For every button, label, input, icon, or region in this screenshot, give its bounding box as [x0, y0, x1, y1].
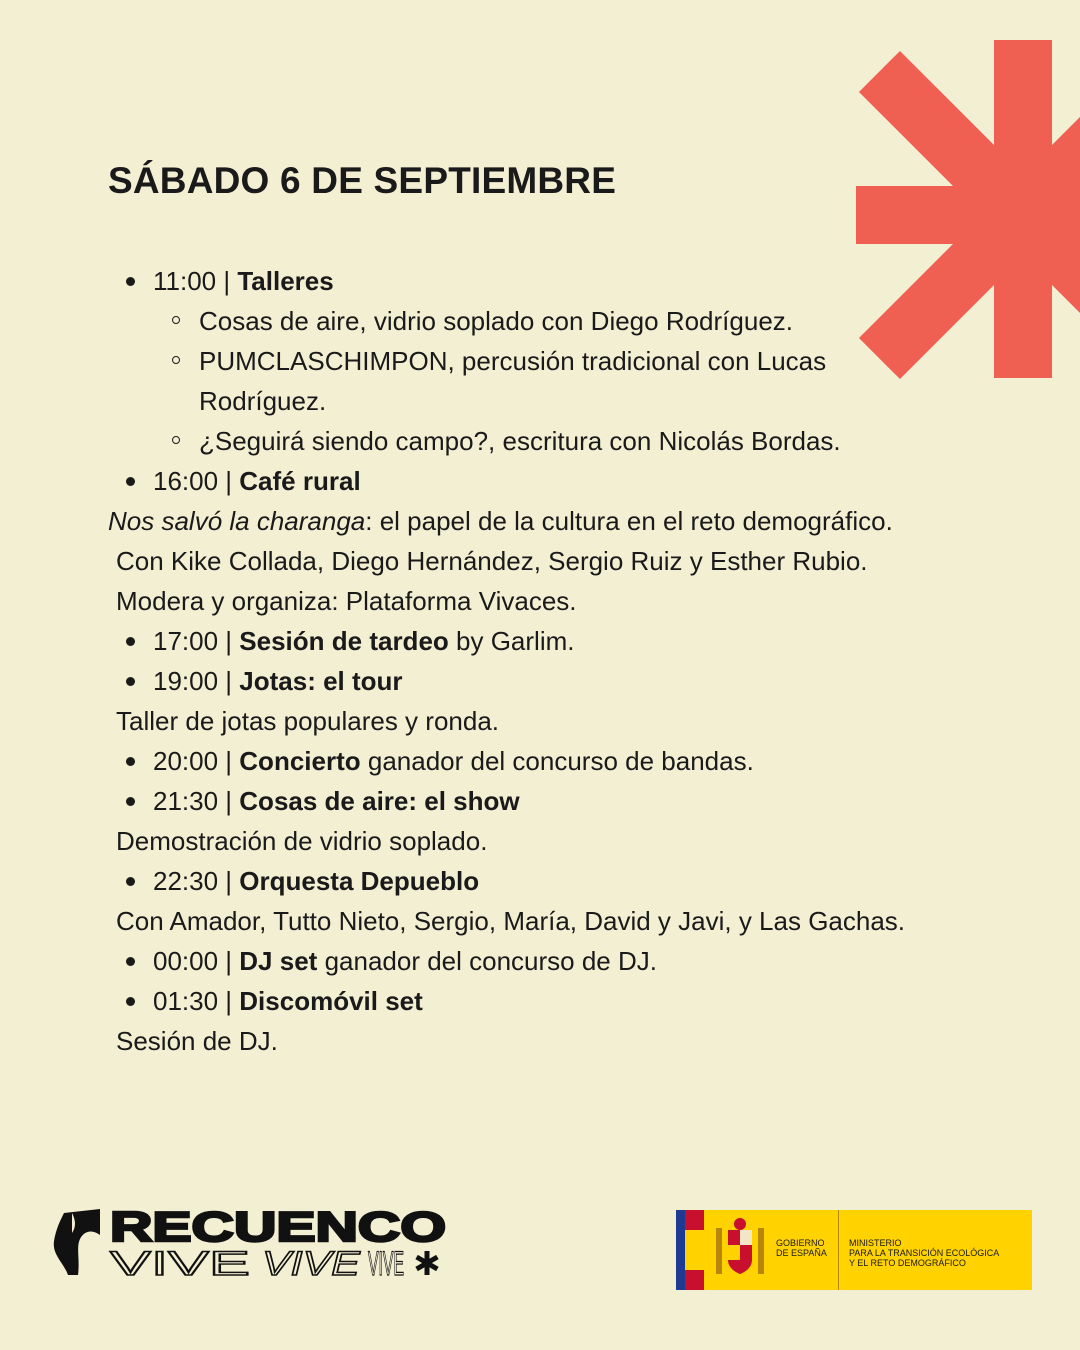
- schedule-item-concierto: [153, 745, 754, 777]
- item-name: Jotas: el tour: [239, 666, 403, 696]
- sub-item: Cosas de aire, vidrio soplado con Diego Rodríguez.: [199, 306, 794, 336]
- sub-item: PUMCLASCHIMPON, percusión tradicional con Lucas: [199, 346, 827, 376]
- description-italic: Nos salvó la charanga: [108, 506, 366, 536]
- bullet-dot: [126, 997, 135, 1006]
- sub-bullet-circle: [172, 436, 180, 444]
- item-rest: ganador del concurso de bandas.: [367, 746, 754, 776]
- page-title: SÁBADO 6 DE SEPTIEMBRE: [108, 160, 617, 201]
- logo-vive-text-3: VIVE: [368, 1245, 404, 1283]
- item-description: Demostración de vidrio soplado.: [116, 826, 488, 856]
- logo-recuenco-text: RECUENCO: [110, 1205, 446, 1250]
- item-time: 11:00 |: [153, 266, 231, 296]
- bullet-dot: [126, 637, 135, 646]
- recuenco-vive-logo: [50, 1205, 450, 1283]
- schedule-item-tardeo: [153, 625, 574, 657]
- item-description: [108, 505, 893, 537]
- coat-of-arms-icon: [704, 1210, 776, 1290]
- schedule-item-show: [153, 785, 520, 817]
- item-name: Sesión de tardeo: [239, 626, 449, 656]
- schedule-item-orquesta: [153, 865, 479, 897]
- divider: [838, 1210, 839, 1290]
- schedule-item-dj-set: [153, 945, 657, 977]
- schedule-item-jotas: [153, 665, 403, 697]
- bullet-dot: [126, 957, 135, 966]
- item-name: Cosas de aire: el show: [239, 786, 520, 816]
- sub-item-continued: Rodríguez.: [199, 386, 327, 416]
- gobierno-text: [776, 1210, 838, 1290]
- item-rest: ganador del concurso de DJ.: [324, 946, 657, 976]
- item-name: Orquesta Depueblo: [239, 866, 480, 896]
- sub-bullet-circle: [172, 316, 180, 324]
- item-name: Talleres: [237, 266, 334, 296]
- gov-line-2: DE ESPAÑA: [776, 1248, 827, 1258]
- schedule-item-talleres: [153, 265, 334, 297]
- item-time: 19:00 |: [153, 666, 233, 696]
- item-time: 01:30 |: [153, 986, 233, 1016]
- item-name: Café rural: [239, 466, 361, 496]
- item-time: 21:30 |: [153, 786, 233, 816]
- bullet-dot: [126, 677, 135, 686]
- item-rest: by Garlim.: [456, 626, 575, 656]
- small-asterisk-icon: [415, 1251, 438, 1275]
- asterisk-decoration-icon: [850, 36, 1080, 381]
- item-time: 20:00 |: [153, 746, 233, 776]
- schedule-item-cafe-rural: [153, 465, 361, 497]
- item-description: Sesión de DJ.: [116, 1026, 278, 1056]
- logo-vive-text-2: VIVE: [262, 1245, 361, 1283]
- bullet-dot: [126, 877, 135, 886]
- description-rest: : el papel de la cultura en el reto demográfico.: [365, 506, 893, 536]
- item-description: Taller de jotas populares y ronda.: [116, 706, 500, 736]
- item-time: 22:30 |: [153, 866, 233, 896]
- sub-bullet-circle: [172, 356, 180, 364]
- item-description: Modera y organiza: Plataforma Vivaces.: [116, 586, 577, 616]
- item-description: Con Amador, Tutto Nieto, Sergio, María, David y Javi, y Las Gachas.: [116, 906, 906, 936]
- bull-head-icon: [54, 1209, 100, 1275]
- gobierno-espana-logo: [676, 1210, 1032, 1290]
- ministry-line-3: Y EL RETO DEMOGRÁFICO: [849, 1258, 966, 1268]
- gov-line-1: GOBIERNO: [776, 1238, 825, 1248]
- eu-spain-flag-icon: [676, 1210, 704, 1290]
- bullet-dot: [126, 477, 135, 486]
- ministry-line-2: PARA LA TRANSICIÓN ECOLÓGICA: [849, 1248, 1000, 1258]
- item-time: 00:00 |: [153, 946, 233, 976]
- item-name: Concierto: [239, 746, 361, 776]
- logo-vive-text-1: VIVE: [110, 1245, 250, 1283]
- bullet-dot: [126, 757, 135, 766]
- bullet-dot: [126, 797, 135, 806]
- ministry-line-1: MINISTERIO: [849, 1238, 902, 1248]
- item-time: 17:00 |: [153, 626, 233, 656]
- sub-item: ¿Seguirá siendo campo?, escritura con Nicolás Bordas.: [199, 426, 841, 456]
- ministerio-text: [849, 1210, 999, 1290]
- item-name: DJ set: [239, 946, 318, 976]
- item-description: Con Kike Collada, Diego Hernández, Sergio Ruiz y Esther Rubio.: [116, 546, 868, 576]
- item-name: Discomóvil set: [239, 986, 423, 1016]
- item-time: 16:00 |: [153, 466, 233, 496]
- bullet-dot: [126, 277, 135, 286]
- schedule-item-discomovil: [153, 985, 423, 1017]
